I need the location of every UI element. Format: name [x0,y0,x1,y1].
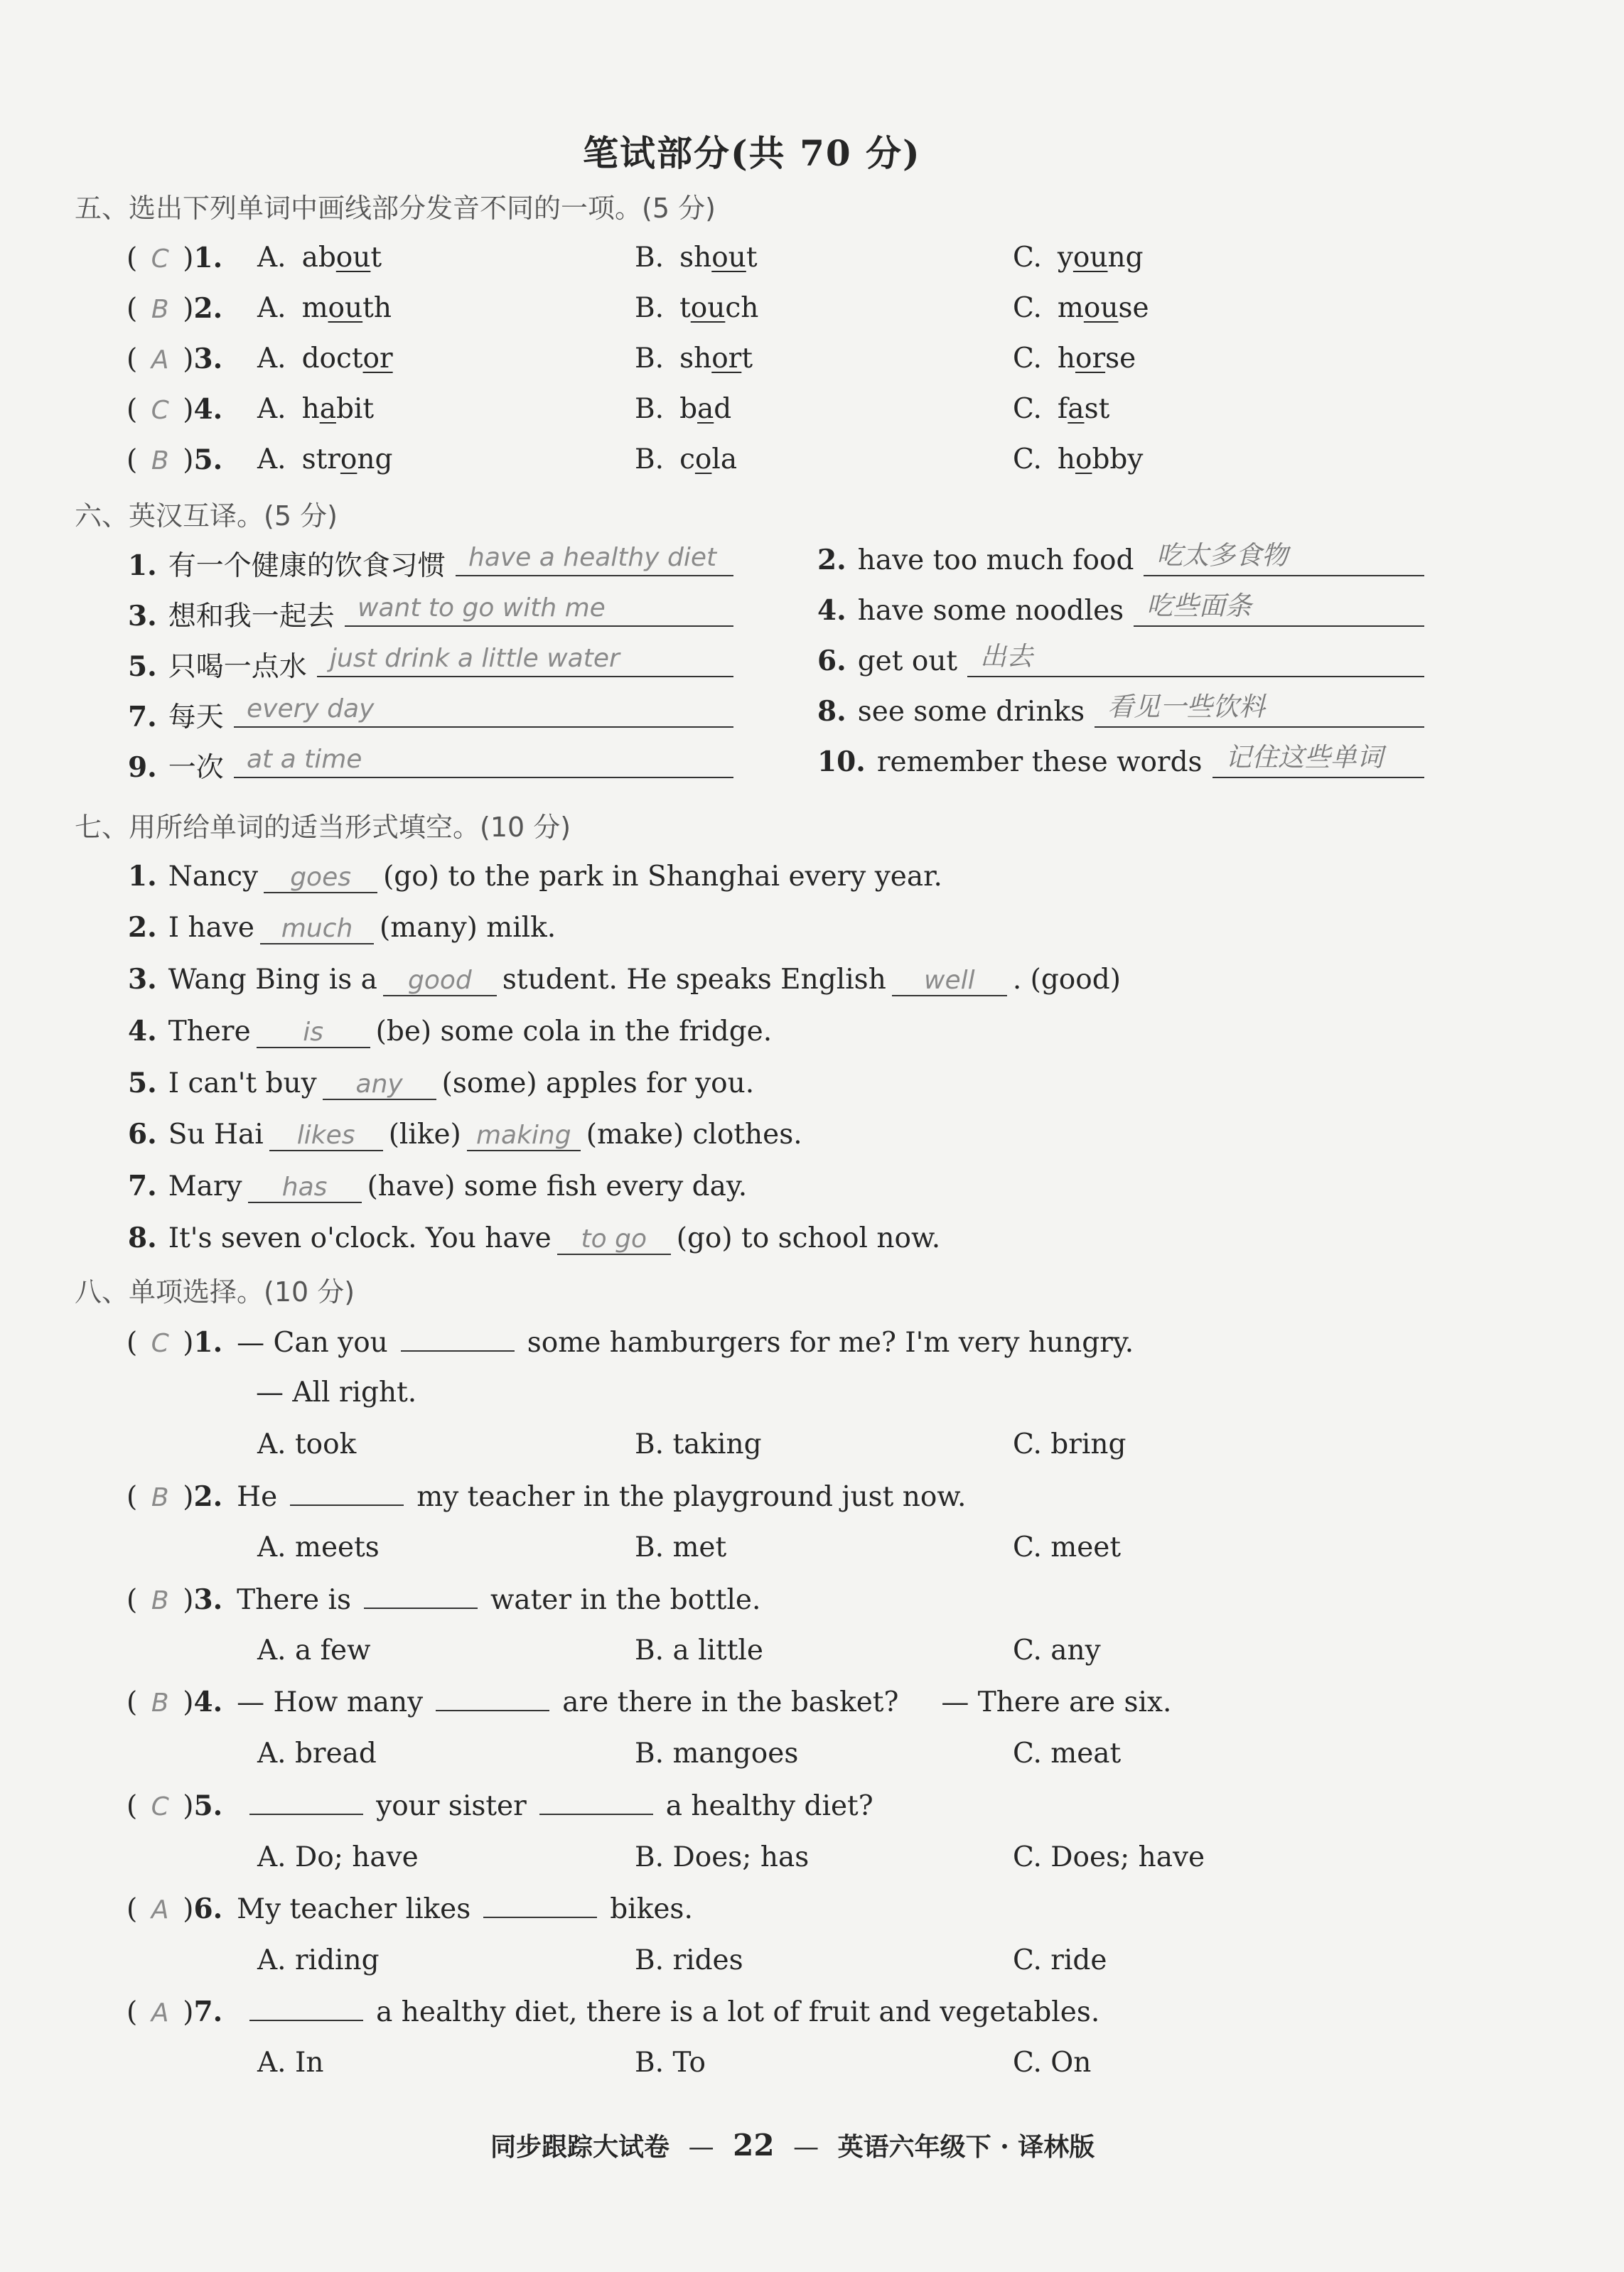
option-c: C. On [1013,2047,1092,2079]
answer-mark: C [151,396,169,425]
translation-row [817,645,957,677]
paren-close: ) [183,1996,194,2028]
paren-open: ( [127,343,138,375]
question-number: 9. [128,751,157,784]
answer-blank: goes [264,863,377,893]
option-b [635,242,758,274]
answer-blank: likes [269,1121,383,1151]
underlined-letters: o [340,443,357,475]
translation-row [817,594,1124,627]
underlined-letters: or [362,343,393,375]
underlined-letters: ou [1083,292,1119,324]
word-part: t [679,292,691,324]
answer-text: want to go with me [357,593,606,623]
answer-blank: any [323,1070,436,1100]
option-a [257,343,393,375]
answer-blank: much [260,914,374,944]
option-letter: C. [1013,343,1042,375]
underlined-letters: ou [690,292,726,324]
option-c: C. bring [1013,1428,1126,1460]
question-number: 2. [817,544,846,576]
word-part: d [714,393,732,425]
stem-text: He [237,1481,278,1513]
question-number: 2. [193,292,223,325]
answer-mark: B [151,1483,169,1512]
option-b: B. met [635,1531,727,1563]
translation-row [128,645,307,684]
option-c: C. meat [1013,1738,1122,1770]
answer-text: 吃些面条 [1146,591,1252,621]
question-number: 2. [193,1480,223,1513]
word-part: sh [679,343,712,375]
option-letter: B. [635,292,665,324]
answer-mark: B [151,446,169,475]
stem-text: bikes. [610,1893,693,1925]
answer-text: 吃太多食物 [1156,540,1288,571]
stem-blank [539,1794,653,1815]
dialogue-reply: — All right. [256,1377,417,1409]
option-b: B. rides [635,1944,743,1976]
prompt-text: 一次 [168,752,224,784]
option-letter: A. [257,393,286,425]
option-c [1013,343,1136,375]
fill-in-sentence [128,1222,940,1255]
option-c: C. meet [1013,1531,1122,1563]
underlined-letters: a [1068,393,1085,425]
question-number: 4. [817,594,846,627]
translation-row [817,745,1203,778]
choice-question [127,1686,1171,1718]
footer-dash: — [688,2133,714,2162]
option-b: B. taking [635,1428,762,1460]
fill-in-sentence [128,860,942,893]
paren-open: ( [127,1584,138,1616]
stem-blank [401,1330,515,1352]
fill-in-sentence [128,963,1121,996]
question-number: 6. [193,1893,223,1925]
option-letter: B. [635,242,665,274]
paren-open: ( [127,1686,138,1718]
answer-mark: A [151,1998,169,2028]
answer-line [1144,540,1424,576]
paren-open: ( [127,1790,138,1822]
prompt-text: 想和我一起去 [168,601,335,632]
prompt-text: get out [857,645,958,677]
page-title: 笔试部分(共 70 分) [583,132,921,174]
question-row [127,343,238,375]
option-a [257,292,392,324]
option-b [635,292,758,324]
sentence-part: . (good) [1012,964,1121,996]
option-letter: A. [257,443,286,475]
option-c [1013,242,1144,274]
sentence-part: (have) some fish every day. [367,1170,748,1202]
paren-open: ( [127,1481,138,1513]
stem-blank [364,1588,478,1609]
word-part: la [711,443,738,475]
paren-close: ) [183,1481,194,1513]
option-b: B. To [635,2047,706,2079]
question-number: 5. [193,1789,223,1822]
option-letter: C. [1013,393,1042,425]
question-number: 5. [193,443,223,476]
option-letter: A. [257,292,286,324]
stem-text: are there in the basket? [562,1686,899,1718]
word-part: str [301,443,340,475]
paren-open: ( [127,293,138,325]
word-part: ab [301,242,336,274]
option-b [635,443,737,475]
sentence-part: (make) clothes. [586,1119,802,1151]
sentence-part: It's seven o'clock. You have [168,1222,552,1254]
word-part: b [679,393,698,425]
prompt-text: have too much food [857,544,1134,576]
question-row [127,242,238,274]
option-letter: C. [1013,292,1042,324]
section-6-heading: 六、英汉互译。(5 分) [75,500,338,532]
paren-open: ( [127,1996,138,2028]
footer-book-title: 同步跟踪大试卷 [490,2132,670,2162]
option-a: A. riding [257,1944,380,1976]
option-letter: A. [257,242,286,274]
prompt-text: 只喝一点水 [168,651,307,683]
question-number: 2. [128,911,157,944]
question-number: 5. [128,1067,157,1099]
answer-line [1134,591,1424,627]
option-c [1013,443,1143,475]
underlined-letters: a [319,393,336,425]
option-letter: C. [1013,242,1042,274]
answer-text: 看见一些饮料 [1107,691,1265,722]
translation-row [128,594,335,634]
sentence-part: Nancy [168,861,259,893]
fill-in-sentence [128,911,556,944]
footer-dash: — [793,2133,819,2162]
question-row [127,393,238,426]
option-c: C. ride [1013,1944,1107,1976]
sentence-part: (many) milk. [380,912,556,944]
stem-text: your sister [376,1790,527,1822]
option-a [257,393,374,425]
answer-line [1095,691,1424,728]
prompt-text: 有一个健康的饮食习惯 [168,550,446,582]
question-number: 7. [193,1996,223,2028]
answer-mark: C [151,1329,169,1358]
option-letter: B. [635,443,665,475]
option-a: A. took [257,1428,357,1460]
prompt-text: 每天 [168,701,224,733]
paren-close: ) [183,444,194,476]
choice-question [127,1893,693,1925]
option-a [257,443,392,475]
sentence-part: Mary [168,1170,242,1202]
stem-text: my teacher in the playground just now. [416,1481,967,1513]
sentence-part: (like) [388,1119,461,1151]
question-number: 3. [193,1583,223,1616]
stem-text: — How many [237,1686,424,1718]
answer-mark: B [151,1689,169,1718]
stem-blank [249,2000,363,2021]
option-b [635,393,731,425]
answer-blank: is [257,1018,370,1048]
answer-line [234,745,733,778]
page-footer [490,2127,1095,2163]
word-part: bit [335,393,375,425]
word-part: ch [725,292,759,324]
word-part: h [1057,343,1075,375]
answer-line [1212,742,1424,778]
question-number: 1. [193,242,223,274]
sentence-part: (go) to the park in Shanghai every year. [383,861,942,893]
question-number: 8. [128,1222,157,1254]
option-a: A. a few [257,1635,371,1667]
fill-in-sentence [128,1170,747,1203]
word-part: t [741,343,753,375]
question-number: 1. [193,1326,223,1359]
choice-question [127,1480,966,1513]
option-c: C. Does; have [1013,1841,1205,1873]
word-part: se [1105,343,1136,375]
section-7-heading: 七、用所给单词的适当形式填空。(10 分) [75,812,571,843]
translation-row [128,745,224,785]
choice-question [127,1326,1134,1359]
answer-line [234,694,733,728]
answer-blank: making [467,1121,581,1151]
stem-text: water in the bottle. [490,1584,761,1616]
answer-text: 记住这些单词 [1225,742,1383,772]
answer-mark: B [151,295,169,324]
underlined-letters: ou [335,242,371,274]
answer-mark: A [151,1895,169,1924]
prompt-text: have some noodles [857,595,1124,627]
prompt-text: remember these words [876,746,1203,778]
underlined-letters: ou [1072,242,1108,274]
question-number: 1. [128,860,157,893]
stem-text: My teacher likes [237,1893,471,1925]
question-number: 7. [128,701,157,733]
translation-row [817,695,1085,728]
underlined-letters: ou [711,242,746,274]
underlined-letters: o [694,443,712,475]
stem-blank [483,1897,597,1918]
word-part: m [301,292,328,324]
option-b: B. Does; has [635,1841,810,1873]
stem-blank [290,1485,404,1506]
stem-blank [249,1794,363,1815]
question-number: 4. [128,1015,157,1048]
word-part: m [1057,292,1084,324]
word-part: h [1057,443,1075,475]
answer-text: at a time [247,745,362,774]
answer-text: have a healthy diet [468,543,717,572]
word-part: h [301,393,320,425]
answer-line [967,641,1424,677]
answer-blank: well [892,966,1007,996]
page-number: 22 [733,2128,775,2163]
answer-text: just drink a little water [330,644,620,673]
paren-close: ) [183,394,194,426]
stem-text: There is [237,1584,351,1616]
answer-text: every day [247,694,375,723]
stem-blank [436,1690,549,1711]
translation-row [128,544,446,583]
word-part: th [362,292,392,324]
word-part: se [1118,292,1149,324]
option-a: A. meets [257,1531,380,1563]
word-part: bby [1092,443,1144,475]
section-8-heading: 八、单项选择。(10 分) [75,1276,355,1308]
option-a: A. bread [257,1738,377,1770]
option-b: B. a little [635,1635,763,1667]
choice-question [127,1583,760,1616]
option-b [635,343,753,375]
answer-mark: C [151,1792,169,1821]
prompt-text: see some drinks [857,696,1085,728]
option-letter: A. [257,343,286,375]
footer-subject: 英语六年级下 · 译林版 [837,2132,1095,2162]
paren-open: ( [127,242,138,274]
question-number: 5. [128,650,157,683]
word-part: t [746,242,758,274]
answer-line [456,543,733,576]
question-number: 1. [128,549,157,582]
paren-close: ) [183,1584,194,1616]
answer-line [345,593,733,627]
word-part: c [679,443,695,475]
underlined-letters: or [1075,343,1106,375]
translation-row [817,544,1134,576]
paren-close: ) [183,293,194,325]
word-part: y [1057,242,1073,274]
underlined-letters: or [711,343,742,375]
question-number: 3. [128,963,157,996]
question-number: 8. [817,695,846,728]
fill-in-sentence [128,1015,772,1048]
sentence-part: There [168,1016,251,1048]
question-number: 3. [193,343,223,375]
word-part: t [370,242,382,274]
option-c: C. any [1013,1635,1101,1667]
sentence-part: (some) apples for you. [441,1067,755,1099]
option-c [1013,292,1149,324]
sentence-part: I have [168,912,255,944]
underlined-letters: o [1075,443,1092,475]
question-number: 10. [817,745,866,778]
sentence-part: Wang Bing is a [168,964,377,996]
paren-close: ) [183,1327,194,1359]
word-part: ng [357,443,393,475]
sentence-part: student. He speaks English [502,964,886,996]
paren-open: ( [127,394,138,426]
question-number: 7. [128,1170,157,1202]
answer-line [317,644,733,677]
word-part: st [1084,393,1110,425]
answer-mark: A [151,345,169,375]
paren-open: ( [127,1327,138,1359]
fill-in-sentence [128,1067,754,1100]
underlined-letters: ou [328,292,363,324]
question-number: 6. [128,1118,157,1151]
stem-text: some hamburgers for me? I'm very hungry. [527,1327,1134,1359]
paren-open: ( [127,1893,138,1925]
choice-question [127,1789,873,1822]
choice-question [127,1996,1099,2028]
option-letter: B. [635,393,665,425]
sentence-part: (go) to school now. [676,1222,941,1254]
paren-close: ) [183,1893,194,1925]
word-part: sh [679,242,712,274]
sentence-part: Su Hai [168,1119,264,1151]
option-letter: B. [635,343,665,375]
word-part: ng [1107,242,1144,274]
answer-blank: to go [557,1224,671,1255]
answer-blank: has [248,1173,362,1203]
option-a: A. Do; have [257,1841,419,1873]
section-5-heading: 五、选出下列单词中画线部分发音不同的一项。(5 分) [75,193,716,224]
option-letter: C. [1013,443,1042,475]
paren-close: ) [183,343,194,375]
translation-row [128,695,224,735]
word-part: doct [301,343,363,375]
question-number: 4. [193,1686,223,1718]
paren-close: ) [183,242,194,274]
sentence-part: (be) some cola in the fridge. [375,1016,773,1048]
sentence-part: I can't buy [168,1067,317,1099]
word-part: f [1057,393,1068,425]
question-number: 3. [128,600,157,632]
option-a: A. In [257,2047,324,2079]
paren-open: ( [127,444,138,476]
answer-mark: C [151,244,169,274]
paren-close: ) [183,1790,194,1822]
question-number: 6. [817,645,846,677]
answer-text: 出去 [980,641,1033,672]
stem-text: — Can you [237,1327,388,1359]
option-b: B. mangoes [635,1738,799,1770]
paren-close: ) [183,1686,194,1718]
question-row [127,292,238,325]
option-a [257,242,382,274]
stem-text: a healthy diet, there is a lot of fruit and vegetables. [376,1996,1100,2028]
answer-blank: good [383,966,497,996]
answer-mark: B [151,1586,169,1615]
option-c [1013,393,1109,425]
stem-text: a healthy diet? [665,1790,873,1822]
question-number: 4. [193,393,223,426]
stem-tail: — There are six. [941,1686,1172,1718]
fill-in-sentence [128,1118,802,1151]
question-row [127,443,238,476]
underlined-letters: a [697,393,714,425]
